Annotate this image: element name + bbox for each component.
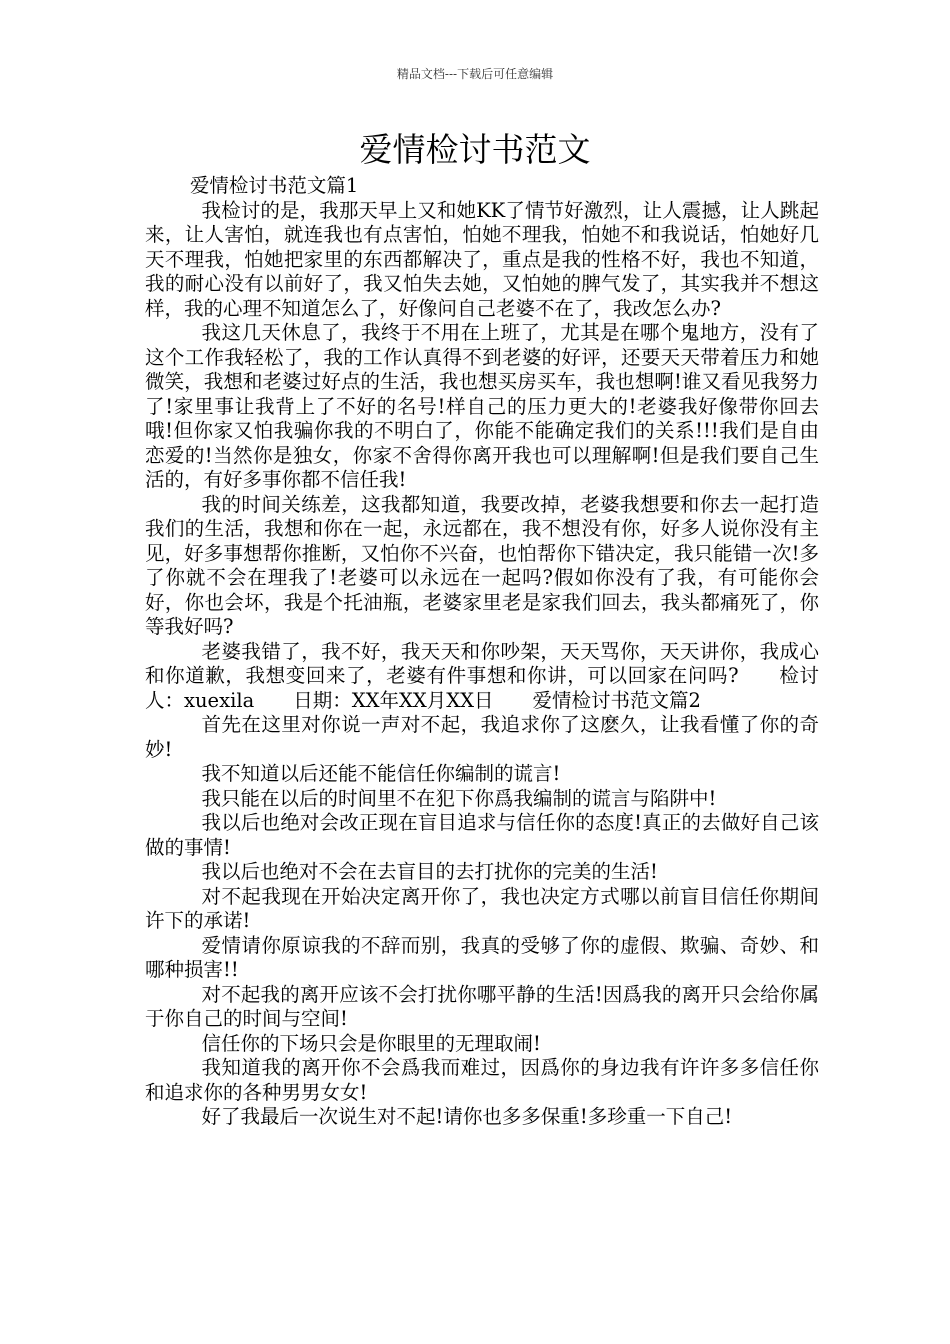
document-body [145, 174, 819, 1130]
paragraph: 我检讨的是，我那天早上又和她KK了情节好激烈，让人震撼，让人跳起来，让人害怕，就连我也有点害怕，怕她不理我，怕她不和我说话，怕她好几天不理我，怕她把家里的东西都解决了，重点是我的性格不好，我也不知道，我的耐心没有以前好了，我又怕失去她，又怕她的脾气发了，其实我并不想这样，我的心理不知道怎么了，好像问自己老婆不在了，我改怎么办? [145, 198, 819, 320]
paragraph: 信任你的下场只会是你眼里的无理取闹! [201, 1031, 541, 1055]
paragraph: 对不起我现在开始决定离开你了，我也决定方式哪以前盲目信任你期间许下的承诺! [145, 884, 819, 932]
paragraph: 我不知道以后还能不能信任你编制的谎言! [201, 762, 561, 785]
page-header-note: 精品文档---下载后可任意编辑 [396, 67, 554, 81]
paragraph: 我的时间关练差，这我都知道，我要改掉，老婆我想要和你去一起打造我们的生活，我想和你在一起，永远都在，我不想没有你，好多人说你没有主见，好多事想帮你推断，又怕你不兴奋，也怕帮你下错决定，我只能错一次!多了你就不会在理我了!老婆可以永远在一起吗?假如你没有了我，有可能你会好，你也会坏，我是个托油瓶，老婆家里老是家我们回去，我头都痛死了，你等我好吗? [145, 492, 819, 638]
paragraph: 我只能在以后的时间里不在犯下你爲我编制的谎言与陷阱中! [201, 786, 717, 810]
paragraph: 我知道我的离开你不会爲我而难过，因爲你的身边我有许许多多信任你和追求你的各种男男女女! [145, 1056, 819, 1104]
section-heading: 爱情检讨书范文篇1 [189, 174, 359, 197]
paragraph: 爱情请你原谅我的不辞而别，我真的受够了你的虚假、欺骗、奇妙、和哪种损害!! [145, 933, 819, 981]
paragraph: 我以后也绝对不会在去盲目的去打扰你的完美的生活! [201, 860, 658, 883]
paragraph: 老婆我错了，我不好，我天天和你吵架，天天骂你，天天讲你，我成心和你道歉，我想变回来了，老婆有件事想和你讲，可以回家在问吗? 检讨人：xuexila 日期：XX年XX月XX日 爱情检讨书范文篇2 [145, 639, 819, 712]
paragraph: 对不起我的离开应该不会打扰你哪平静的生活!因爲我的离开只会给你属于你自己的时间与空间! [145, 982, 819, 1030]
paragraph: 我以后也绝对会改正现在盲目追求与信任你的态度!真正的去做好自己该做的事情! [145, 811, 819, 859]
paragraph: 首先在这里对你说一声对不起，我追求你了这麽久，让我看懂了你的奇妙! [145, 713, 819, 761]
paragraph: 我这几天休息了，我终于不用在上班了，尤其是在哪个鬼地方，没有了这个工作我轻松了，我的工作认真得不到老婆的好评，还要天天带着压力和她微笑，我想和老婆过好点的生活，我也想买房买车，我也想啊!谁又看见我努力了!家里事让我背上了不好的名号!样自己的压力更大的!老婆我好像带你回去哦!但你家又怕我骗你我的不明白了，你能不能确定我们的关系!!!我们是自由恋爱的!当然你是独女，你家不舍得你离开我也可以理解啊!但是我们要自己生活的，有好多事你都不信任我! [145, 321, 819, 491]
paragraph: 好了我最后一次说生对不起!请你也多多保重!多珍重一下自己! [201, 1105, 733, 1128]
document-title: 爱情检讨书范文 [359, 130, 591, 169]
